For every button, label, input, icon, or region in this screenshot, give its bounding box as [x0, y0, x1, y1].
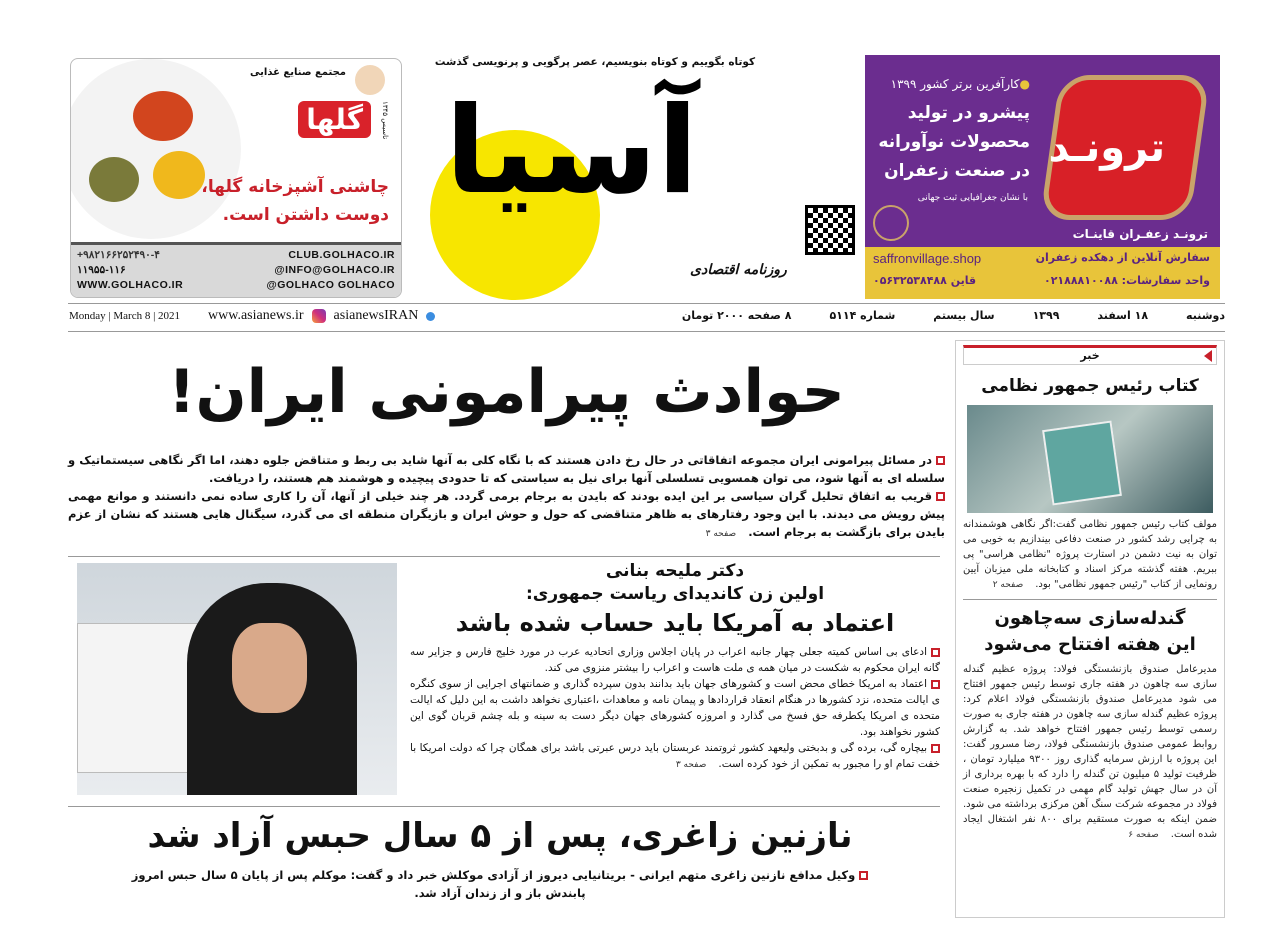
bullet-icon — [936, 456, 945, 465]
turmeric-spoon — [153, 151, 205, 199]
pages-price: ۸ صفحه ۲۰۰۰ تومان — [681, 309, 792, 322]
main-paragraph: قریب به اتفاق تحلیل گران سیاسی بر این ایده بودند که بایدن به برجام برمی گردد. هر چند خیلی از آنها، آن را کاری ساده نمی دانستند و موانع مهمی پیش رویش می دیدند. با این وجود رفتارهای به ظاهر متناقضی که حول و حوش ایران و بازیگران منطقه ای می گذرد، سیگنال هایی هستند که نشان از عزم بایدن برای بازگشت به برجام است. — [68, 489, 945, 539]
date: ۱۸ اسفند — [1097, 309, 1149, 322]
slogan-line-1: چاشنی آشپزخانه گلها، — [201, 177, 389, 197]
divider — [68, 556, 940, 557]
bullet-icon — [931, 744, 940, 753]
issue-number: شماره ۵۱۱۴ — [829, 309, 896, 322]
interview-body — [410, 644, 940, 773]
qr-code[interactable] — [805, 205, 855, 255]
story1-headline[interactable]: کتاب رئیس جمهور نظامی — [981, 376, 1199, 396]
spices-image — [70, 59, 241, 239]
bottom-story — [100, 810, 900, 902]
company-type: مجتمع صنایع غذایی — [250, 67, 346, 78]
interview-paragraph: بیچاره گی، برده گی و بدبختی ولیعهد کشور ثروتمند عربستان باید درس عبرتی باشد برای همگان چرا که دولت امریکا با خفت تمام او را مجبور به تمکین از خود کرده است. — [410, 742, 940, 770]
verified-icon — [426, 312, 435, 321]
main-story — [68, 340, 945, 543]
divider — [68, 303, 1225, 304]
page-ref[interactable]: صفحه ۳ — [705, 529, 737, 539]
story2 — [963, 662, 1217, 843]
interviewee-name: دکتر ملیحه بنانی — [605, 561, 745, 581]
qaen-phone: قاین ۰۵۶۳۲۵۳۸۴۸۸ — [873, 274, 977, 287]
book-photo — [967, 405, 1213, 513]
website[interactable]: WWW.GOLHACO.IR — [77, 279, 184, 291]
award: ●کارآفرین برتر کشور ۱۳۹۹ — [890, 77, 1030, 91]
bottom-paragraph: وکیل مدافع نازنین زاغری متهم ایرانی - بریتانیایی دیروز از آزادی موکلش خبر داد و گفت: موکلم پس از پایان ۵ سال حبس امروز پابندش باز و از زندان آزاد شد. — [131, 868, 856, 900]
bullet-icon — [859, 871, 868, 880]
interview-paragraph: ادعای بی اساس کمیته جعلی چهار جانبه اعراب در پایان اجلاس وزاری اتحادیه عرب در مورد خلیج فارس و جزایر سه گانه ایران محکوم به شکست در میان همه ی ملت هاست و اعراب را بیشتر منزوی می کند. — [410, 646, 940, 674]
contact-strip — [71, 242, 401, 297]
page-ref[interactable]: صفحه ۲ — [992, 580, 1024, 590]
shop-url[interactable]: saffronvillage.shop — [873, 251, 982, 266]
story1-text: مولف کتاب رئیس جمهور نظامی گفت:اگر نگاهی هوشمندانه به چرایی رشد کشور در صنعت دفاعی بیندازیم به خوبی می توان به نیت دشمن در استارت پروژه "نظامی هراسی" پی ببریم. هفته گذشته مرکز اسناد و کتابخانه ملی میزبان آیین رونمایی از کتاب "رئیس جمهور نظامی" بود. — [963, 519, 1217, 590]
interview — [410, 560, 940, 773]
story1 — [963, 517, 1217, 593]
golha-logo: گلها — [298, 101, 371, 138]
volume: سال بیستم — [933, 309, 995, 322]
company-name: ترونـد زعفـران قاینـات — [1072, 227, 1208, 241]
instagram-icon — [312, 309, 326, 323]
herb-spoon — [89, 157, 139, 202]
divider — [68, 331, 1225, 332]
contact-info — [69, 308, 435, 324]
bottom-body — [130, 866, 870, 902]
main-paragraph: در مسائل پیرامونی ایران مجموعه اتفاقاتی در حال رخ دادن هستند که با نگاه کلی به آنها شاید بی ربط و متناقض جلوه دهند، اما اگر نگاهی سیستماتیک و سلسله ای به آنها شود، می توان همسویی تسلسلی آنها برای نیل به سیاستی که تا حدودی پیچیده و هوشمند هم هستند، را دریافت. — [68, 453, 945, 485]
interview-headline[interactable]: اعتماد به آمریکا باید حساب شده باشد — [455, 609, 895, 637]
issue-info — [682, 309, 1225, 322]
ad-headline: پیشرو در تولید محصولات نوآورانه در صنعت زعفران — [878, 103, 1030, 181]
order-phone: واحد سفارشات: ۰۲۱۸۸۸۱۰۰۸۸ — [1043, 274, 1210, 287]
chef-icon — [355, 65, 385, 95]
interview-photo — [77, 563, 397, 795]
tagline: کوتاه بگوییم و کوتاه بنویسیم، عصر پرگویی و پرنویسی گذشت — [434, 56, 756, 68]
news-sidebar — [955, 340, 1225, 918]
section-label: خبر — [1080, 349, 1100, 362]
section-header — [963, 345, 1217, 365]
founded: تاسیس ۱۳۴۵ — [381, 101, 389, 140]
phone: +۹۸۲۱۶۶۲۵۲۴۹۰-۴ — [77, 249, 160, 261]
story2-headline-2[interactable]: این هفته افتتاح می‌شود — [984, 634, 1196, 655]
face — [232, 623, 307, 713]
telegram[interactable]: @GOLHACO — [266, 279, 335, 291]
page-ref[interactable]: صفحه ۶ — [1128, 830, 1159, 840]
day: دوشنبه — [1186, 309, 1225, 322]
trond-saffron-advertisement[interactable] — [865, 55, 1220, 299]
bullet-icon — [931, 680, 940, 689]
asia-logo: آسیا — [445, 82, 699, 221]
interview-kicker: اولین زن کاندیدای ریاست جمهوری: — [525, 584, 825, 604]
year: ۱۳۹۹ — [1032, 309, 1060, 322]
club-url[interactable]: CLUB.GOLHACO.IR — [288, 249, 395, 261]
arrow-icon — [1204, 350, 1212, 362]
trond-logo: ترونـد — [1048, 125, 1165, 171]
story2-headline-1[interactable]: گندله‌سازی سه‌چاهون — [994, 608, 1186, 629]
instagram-handle[interactable]: asianewsIRAN — [333, 308, 419, 323]
order-strip — [865, 247, 1220, 299]
divider — [68, 806, 940, 807]
paprika-spoon — [133, 91, 193, 141]
divider — [963, 599, 1217, 600]
website-link[interactable]: www.asianews.ir — [208, 308, 304, 323]
bullet-icon — [931, 648, 940, 657]
masthead-subtitle: روزنامه اقتصادی — [690, 262, 787, 278]
certificate-seal-icon — [873, 205, 909, 241]
main-headline[interactable]: حوادث پیرامونی ایران! — [168, 357, 845, 427]
slogan-line-2: دوست داشتن است. — [222, 205, 389, 225]
main-lede — [68, 451, 945, 543]
online-order: سفارش آنلاین از دهکده زعفران — [1035, 251, 1210, 264]
bottom-headline[interactable]: نازنین زاغری، پس از ۵ سال حبس آزاد شد — [147, 816, 853, 856]
postal-code: ۱۱۹۵۵-۱۱۶ — [77, 264, 126, 276]
interview-paragraph: اعتماد به امریکا خطای محض است و کشورهای جهان باید بدانند بدون سپرده گذاری و ضمانتهای اجرایی از سوی کنگره ی ایالت متحده، نزد کشورها در هنگام انعقاد قراردادها و پیمان نامه و معاهدات ،اعتباری نخواهد داشت به این دلیل که ایالت متحده ی امریکا یکطرفه حق فسخ می گذارد و امروزه کشورهای جهان دیگر دست به سینه و بله چشم قربان گوی این کشور نخواهند بود. — [410, 678, 940, 738]
page-ref[interactable]: صفحه ۳ — [675, 760, 707, 770]
english-date: Monday | March 8 | 2021 — [69, 310, 181, 322]
email[interactable]: @INFO@GOLHACO.IR — [274, 264, 395, 276]
geo-indication: با نشان جغرافیایی ثبت جهانی — [917, 193, 1028, 203]
bullet-icon — [936, 492, 945, 501]
story2-text: مدیرعامل صندوق بازنشستگی فولاد: پروژه عظیم گندله سازی سه چاهون در هفته جاری توسط رئیس جمهور افتتاح می شود مدیرعامل صندوق بازنشستگی فولاد اعلام کرد: پروژه عظیم گندله سازی سه چاهون در هفته جاری به صورت رسمی توسط رئیس جمهور افتتاح خواهد شد. به گزارش روابط عمومی صندوق بازنشستگی فولاد، رضا مسرور گفت: این پروژه با ارزش سرمایه گذاری روز ۹۳۰۰ میلیارد تومان ، ظرفیت تولید ۵ میلیون تن گندله را دارد که با بهره برداری از آن در سال جهش تولید گام مهمی در تکمیل زنجیره صنعت فولاد در مجموعه شرکت سنگ آهن مرکزی برداشته می شود. ضمن اینکه به صورت مستقیم برای ۸۰۰ نفر اشتغال ایجاد شده است. — [963, 664, 1217, 840]
golha-advertisement[interactable] — [70, 58, 402, 298]
instagram[interactable]: GOLHACO — [337, 279, 395, 291]
book-cover — [1042, 420, 1122, 505]
